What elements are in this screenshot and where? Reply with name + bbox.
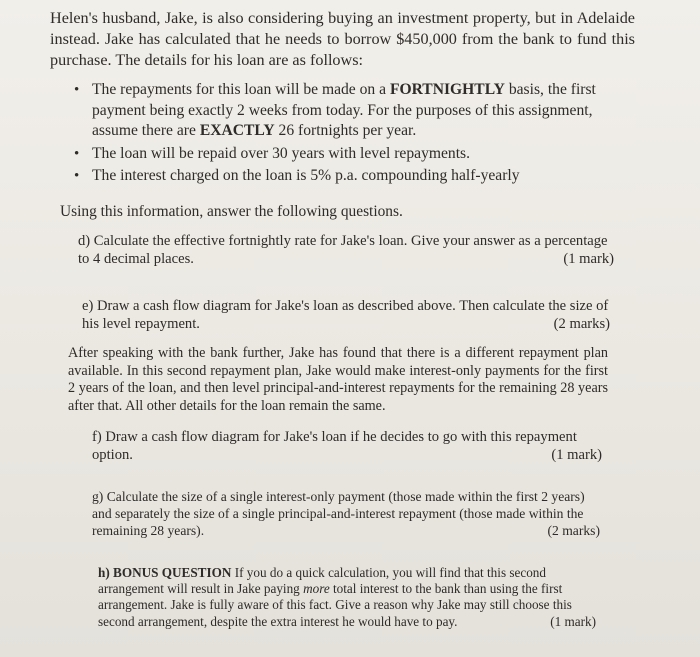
bullet-icon: • (74, 145, 80, 162)
marks-label: (2 marks) (547, 522, 600, 538)
bullet-icon: • (74, 168, 80, 184)
intro-paragraph: Helen's husband, Jake, is also considering buying an investment property, but in Adelaide instead. Jake has calculated that he needs to borrow $450,000 from the bank to fund this purchase. The details for his loan are as follows: (50, 9, 635, 69)
list-item (70, 144, 630, 165)
detail-text: basis, the first payment being exactly 2 weeks from today. For the purposes of this assignment, assume there are (92, 81, 596, 139)
list-item (70, 80, 630, 142)
question-text: d) Calculate the effective fortnightly rate for Jake's loan. Give your answer as a percentage to 4 decimal places. (78, 233, 608, 267)
list-item (70, 166, 630, 187)
detail-emphasis: FORTNIGHTLY (389, 81, 505, 98)
question-text-part: total interest to the bank than using the first arrangement. Jake is fully aware of this fact. Give a reason why Jake may still choose this second arrangement, despite the extra interest he would have to pay. (98, 581, 572, 629)
question-d (78, 233, 614, 268)
detail-text: 26 fortnights per year. (274, 122, 417, 139)
question-e (82, 298, 610, 333)
marks-label: (1 mark) (551, 446, 602, 463)
question-text: f) Draw a cash flow diagram for Jake's loan if he decides to go with this repayment option. (92, 429, 577, 463)
marks-label: (2 marks) (553, 315, 610, 332)
detail-emphasis: EXACTLY (199, 122, 275, 139)
bonus-label: h) BONUS QUESTION (98, 565, 232, 580)
emphasis-more: more (303, 581, 330, 597)
detail-text: The loan will be repaid over 30 years with level repayments. (92, 144, 471, 162)
question-text-part: If you do a quick calculation, you will find that this second arrangement will result in Jake paying (98, 565, 546, 597)
marks-label: (1 mark) (550, 613, 596, 629)
marks-label: (1 mark) (563, 250, 614, 267)
question-text (98, 565, 596, 630)
bullet-icon: • (74, 82, 80, 98)
question-f (92, 429, 602, 464)
question-h (98, 565, 596, 630)
question-g (92, 489, 600, 539)
second-plan-paragraph: After speaking with the bank further, Jake has found that there is a different repayment plan available. In this second repayment plan, Jake would make interest-only payments for the first 2 years of the loan, and then level principal-and-interest repayments for the remaining 28 years after that. All other details for the loan remain the same. (68, 345, 608, 414)
detail-text: The interest charged on the loan is 5% p.a. compounding half-yearly (92, 167, 520, 184)
question-text: e) Draw a cash flow diagram for Jake's loan as described above. Then calculate the size of his level repayment. (82, 298, 609, 332)
instructions-text: Using this information, answer the following questions. (60, 203, 403, 220)
detail-text: The repayments for this loan will be made on a (92, 81, 390, 98)
loan-details-list (70, 80, 630, 189)
question-text: g) Calculate the size of a single interest-only payment (those made within the first 2 years) and separately the size of a single principal-and-interest repayment (those made within the remaining 28 years). (92, 489, 585, 538)
